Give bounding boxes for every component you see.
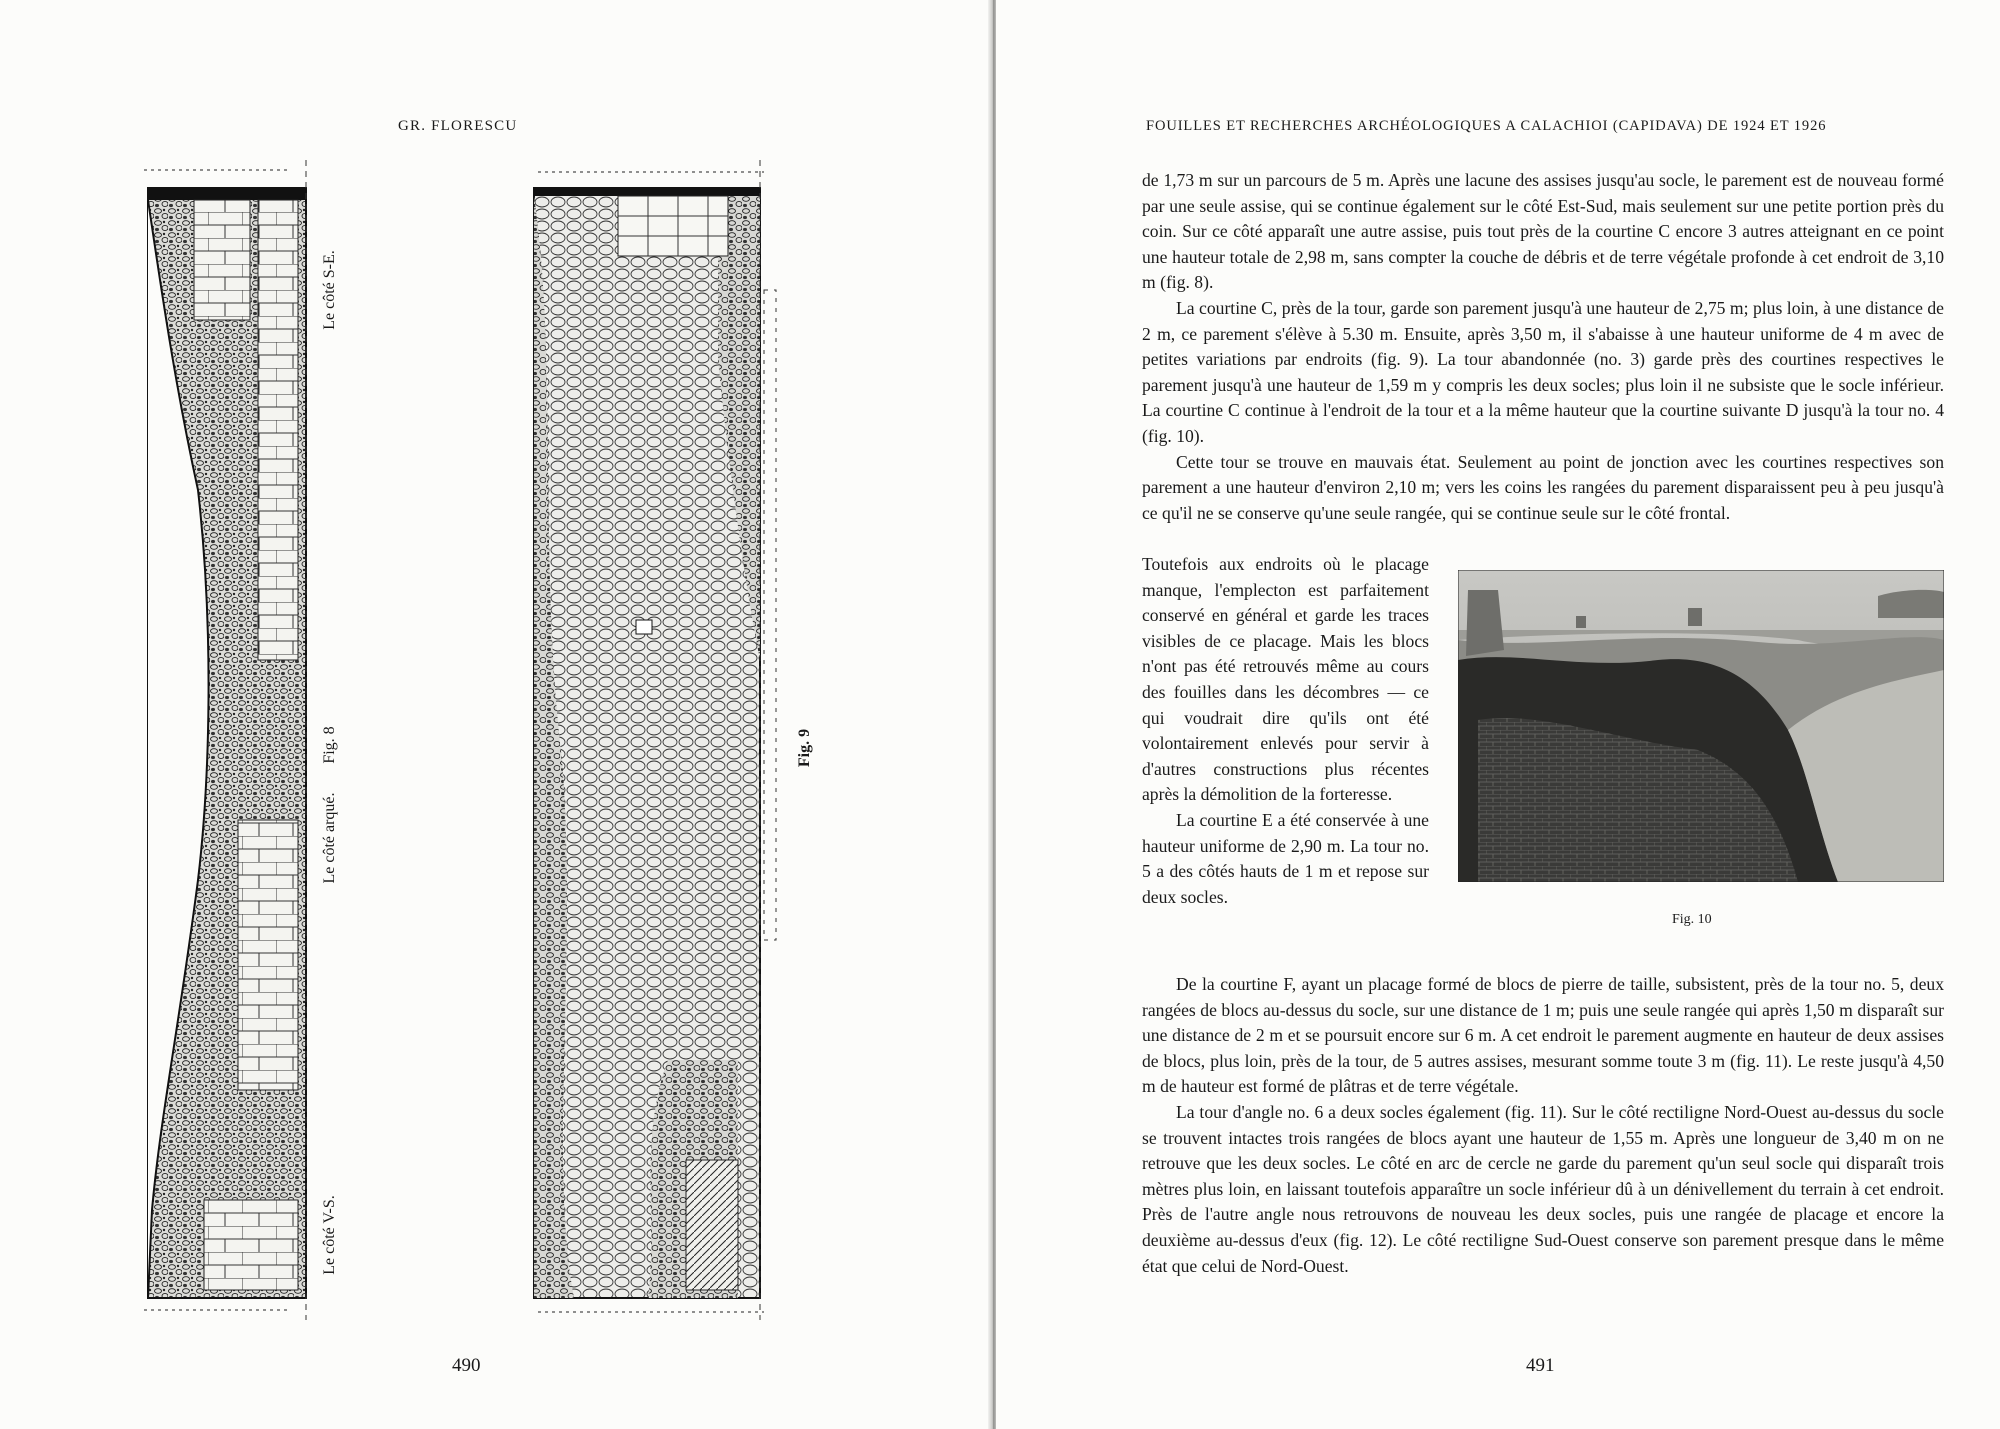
paragraph-2: La courtine C, près de la tour, garde son parement jusqu'à une hauteur de 2,75 m; plus loin, à une distance de 2 m, ce parement s'élève à 5.30 m. Ensuite, après 3,50 m, il s'abaisse à une hauteur uniforme de 4 m avec de petites variations par endroits (fig. 9). La tour abandonnée (no. 3) garde près des courtines respectives le parement jusqu'à une hauteur de 1,59 m y compris les deux socles; plus loin il ne subsiste que le socle inférieur. La courtine C continue à l'endroit de la tour et a la même hauteur que la courtine suivante D jusqu'à la tour no. 4 (fig. 10).: [1142, 297, 1944, 446]
paragraph-7: La tour d'angle no. 6 a deux socles également (fig. 11). Sur le côté rectiligne Nord-Ouest au-dessus du socle se trouvent intactes trois rangées de blocs ayant une hauteur de 1,55 m. Après une longueur de 3,40 m on ne retrouve que les deux socles. Le côté en arc de cercle ne garde du parement qu'un seul socle qui disparaît trois mètres plus loin, en laissant toutefois apparaître un socle inférieur dû à un dénivellement du terrain à cet endroit. Près de l'autre angle nous retrouvons de nouveau les deux socles, puis une rangée de placage et encore la deuxième au-dessus d'eux (fig. 12). Le côté rectiligne Sud-Ouest conserve son parement presque dans le même état que celui de Nord-Ouest.: [1142, 1101, 1944, 1276]
paragraph-4: Toutefois aux endroits où le placage manque, l'emplecton est parfaitement conservé en général et garde les traces visibles de ce placage. Mais les blocs n'ont pas été retrouvés même au cours des fouilles dans les décombres — ce qui voudrait dire qu'ils ont été volontairement enlevés pour servir à d'autres constructions plus récentes après la démolition de la forteresse.: [1142, 554, 1429, 805]
paragraph-1: de 1,73 m sur un parcours de 5 m. Après une lacune des assises jusqu'au socle, le parement est de nouveau formé par une seule assise, qui se continue également sur le côté Est-Sud, mais seulement sur une petite portion près du coin. Sur ce côté apparaît une autre assise, puis tout près de la courtine C encore 3 autres atteignant en ce point une hauteur totale de 2,98 m, sans compter la couche de débris et de terre végétale profonde à cet endroit de 3,10 m (fig. 8).: [1142, 170, 1944, 293]
fig-8-caption: Fig. 8: [321, 726, 338, 764]
fig-8-drawing: [140, 160, 310, 1340]
fig-10-caption: Fig. 10: [1672, 912, 1712, 927]
paragraph-5: La courtine E a été conservée à une hauteur uniforme de 2,90 m. La tour no. 5 a des côtés hauts de 1 m et repose sur deux socles.: [1142, 809, 1429, 907]
paragraph-6: De la courtine F, ayant un placage formé de blocs de pierre de taille, subsistent, près de la tour no. 5, deux rangées de blocs au-dessus du socle, sur une distance de 1 m; puis une seule rangée qui après 1,50 m disparaît sur une distance de 2 m et se poursuit encore sur 6 m. A cet endroit le parement augmente en hauteur de deux assises de blocs, plus loin, près de la tour, de 5 autres assises, mesurant somme toute 3 m (fig. 11). Le reste jusqu'à 4,50 m de hauteur est formé de plâtras et de terre végétale.: [1142, 974, 1944, 1097]
left-page: [0, 0, 990, 1429]
paragraph-3: Cette tour se trouve en mauvais état. Seulement au point de jonction avec les courtines respectives son parement a une hauteur d'environ 2,10 m; vers les coins les rangées du parement disparaissent peu à peu jusqu'à ce qu'il ne se conserve qu'une seule rangée, qui se continue seule sur le côté frontal.: [1142, 451, 1944, 523]
fig-8-label-se: Le côté S-E.: [321, 250, 338, 330]
fig-9-caption: Fig. 9: [796, 728, 813, 768]
text-column-bottom: [1142, 972, 1944, 1279]
left-page-number: 490: [452, 1355, 481, 1376]
left-running-head: GR. FLORESCU: [398, 118, 518, 134]
right-running-head: FOUILLES ET RECHERCHES ARCHÉOLOGIQUES A CALACHIOI (CAPIDAVA) DE 1924 ET 1926: [1146, 118, 1827, 134]
fig-8-label-vs: Le côté V-S.: [321, 1195, 338, 1275]
text-column-narrow: [1142, 552, 1429, 910]
fig-9-drawing: [518, 160, 778, 1340]
text-column-top: [1142, 168, 1944, 526]
fig-8-label-arc: Le côté arqué.: [321, 792, 338, 884]
right-page-number: 491: [1526, 1355, 1555, 1376]
fig-10-photo: [1458, 570, 1944, 882]
